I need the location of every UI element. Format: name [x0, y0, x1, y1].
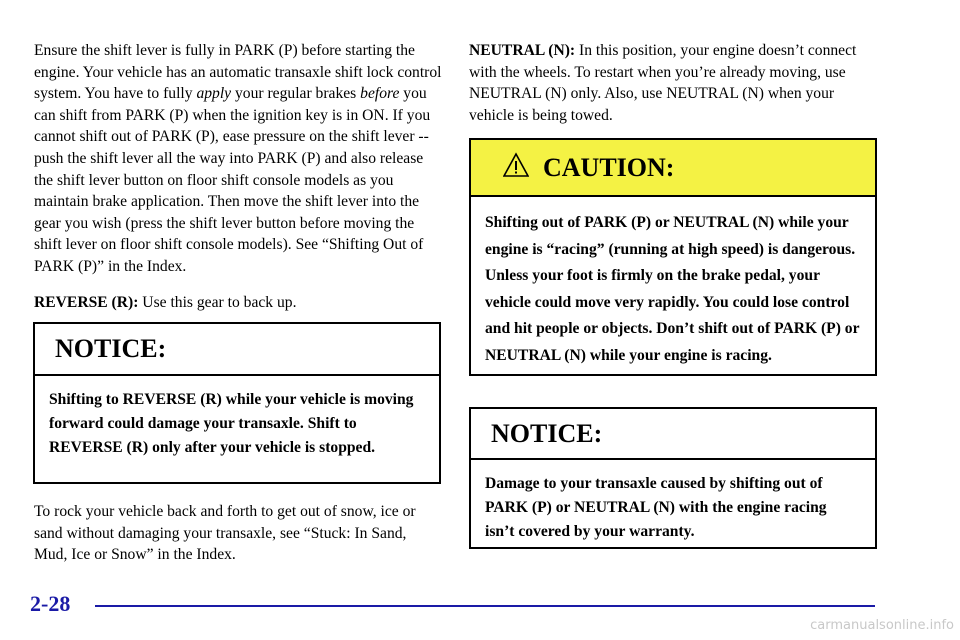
notice-box-warranty: [469, 407, 877, 549]
footer-rule: [95, 605, 875, 607]
warning-triangle-icon: [503, 152, 529, 178]
emphasis-before: before: [360, 85, 400, 103]
notice-title: NOTICE:: [35, 324, 439, 376]
caution-box: [469, 138, 877, 376]
page-number: 2-28: [30, 591, 71, 616]
rock-paragraph-container: [34, 501, 442, 566]
left-column: [34, 40, 442, 313]
neutral-paragraph: [469, 40, 877, 126]
para-text: your regular brakes: [231, 85, 361, 103]
caution-title: CAUTION:: [543, 152, 675, 182]
caution-body: Shifting out of PARK (P) or NEUTRAL (N) while your engine is “racing” (running at high speed) is dangerous. Unless your foot is firmly on the brake pedal, your vehicle could move very rapidly. You could lose control and hit people or objects. Don’t shift out of PARK (P) or NEUTRAL (N) while your engine is racing.: [485, 214, 860, 364]
para-text: Ensure the shift lever is fully in PARK (P) before starting the engine. Your vehicle has an automatic transaxle shift lock control system. You have to fully: [34, 42, 442, 103]
notice-title: NOTICE:: [471, 409, 875, 460]
neutral-label: NEUTRAL (N):: [469, 42, 576, 59]
para-text: you can shift from PARK (P) when the ignition key is in ON. If you cannot shift out of PARK (P), ease pressure on the shift lever -- push the shift lever all the way into PARK (P) and also release the shift lever button on floor shift console models as you maintain brake application. Then move the shift lever into the gear you wish (press the shift lever button before moving the shift lever on floor shift console models). See “Shifting Out of PARK (P)” in the Index.: [34, 85, 431, 275]
reverse-paragraph: [34, 292, 442, 314]
caution-header: [471, 140, 875, 197]
right-column: [469, 40, 877, 126]
watermark: carmanualsonline.info: [810, 618, 954, 633]
reverse-label: REVERSE (R):: [34, 293, 139, 311]
notice-body: Shifting to REVERSE (R) while your vehicle is moving forward could damage your transaxle. Shift to REVERSE (R) only after your vehicle is stopped.: [49, 391, 414, 456]
shift-lock-paragraph: [34, 40, 442, 278]
notice-box-reverse: [33, 322, 441, 484]
neutral-text: In this position, your engine doesn’t connect with the wheels. To restart when you’re already moving, use NEUTRAL (N) only. Also, use NEUTRAL (N) when your vehicle is being towed.: [469, 42, 857, 124]
rock-paragraph: To rock your vehicle back and forth to get out of snow, ice or sand without damaging your transaxle, see “Stuck: In Sand, Mud, Ice or Snow” in the Index.: [34, 503, 416, 564]
notice-body: Damage to your transaxle caused by shifting out of PARK (P) or NEUTRAL (N) with the engine racing isn’t covered by your warranty.: [485, 475, 827, 540]
reverse-text: Use this gear to back up.: [138, 293, 297, 311]
emphasis-apply: apply: [196, 85, 232, 103]
